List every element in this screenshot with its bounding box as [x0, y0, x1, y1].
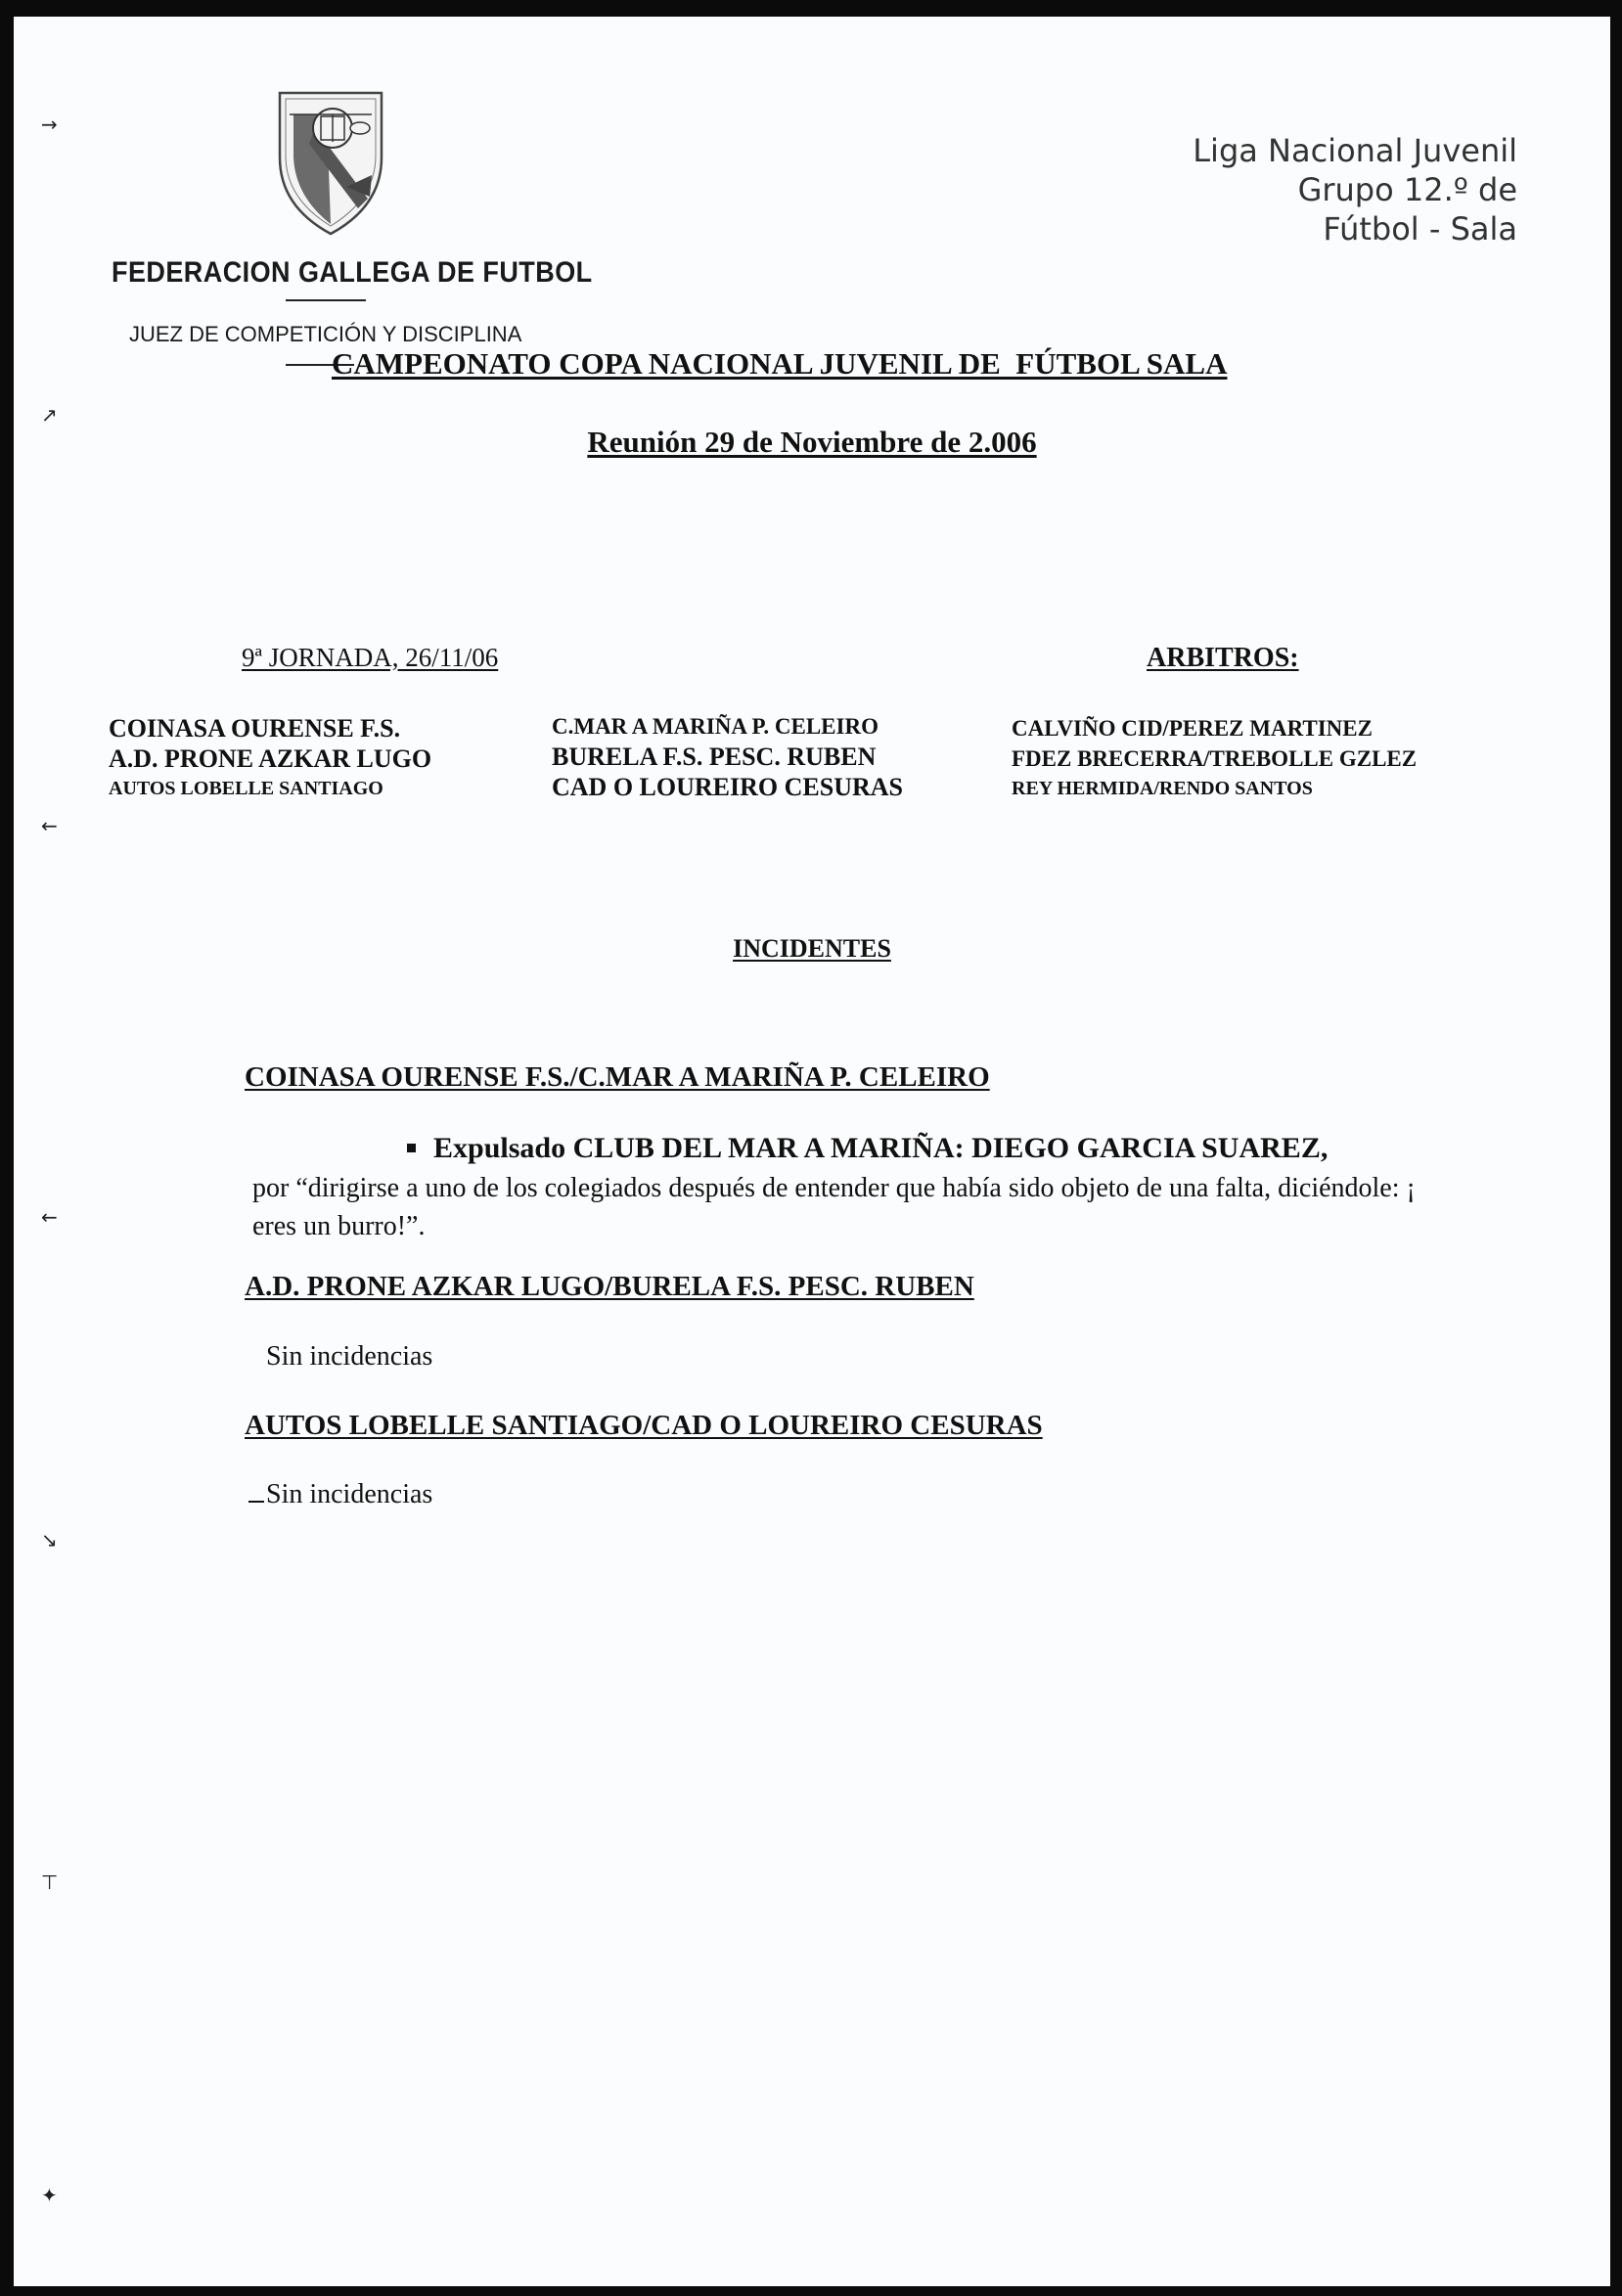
margin-mark: → — [41, 113, 58, 136]
expulsion-description: por “dirigirse a uno de los colegiados después de entender que había sido objeto de una falta, diciéndole: ¡ eres un burro!”. — [252, 1173, 1416, 1241]
referee-pair: CALVIÑO CID/PEREZ MARTINEZ — [1012, 716, 1373, 741]
home-team: AUTOS LOBELLE SANTIAGO — [109, 778, 383, 799]
federation-shield-icon — [276, 89, 385, 238]
referees-heading: ARBITROS: — [1147, 643, 1299, 673]
margin-mark: ↘ — [41, 1528, 58, 1552]
margin-mark: ← — [41, 814, 58, 837]
incident-match-heading: COINASA OURENSE F.S./C.MAR A MARIÑA P. CELEIRO — [245, 1061, 990, 1093]
document-title: CAMPEONATO COPA NACIONAL JUVENIL DE FÚTBOL SALA — [332, 346, 1228, 381]
margin-mark: ← — [41, 1205, 58, 1229]
document-page — [14, 17, 1610, 2286]
underscore-mark — [248, 1501, 264, 1503]
meeting-date: Reunión 29 de Noviembre de 2.006 — [587, 425, 1037, 459]
margin-mark: ✦ — [41, 2183, 58, 2207]
referee-pair: FDEZ BRECERRA/TREBOLLE GZLEZ — [1012, 746, 1418, 771]
referees-column — [1012, 713, 1417, 803]
incident-note: Sin incidencias — [266, 1479, 433, 1509]
incident-match-heading: A.D. PRONE AZKAR LUGO/BURELA F.S. PESC. RUBEN — [245, 1271, 974, 1302]
league-line: Liga Nacional Juvenil — [1193, 132, 1517, 169]
jornada-heading: 9ª JORNADA, 26/11/06 — [242, 643, 499, 672]
incident-note: Sin incidencias — [266, 1341, 433, 1372]
away-team: C.MAR A MARIÑA P. CELEIRO — [552, 714, 879, 739]
home-team: COINASA OURENSE F.S. — [109, 714, 401, 743]
incident-note-row — [248, 1479, 432, 1510]
federation-divider — [286, 299, 366, 301]
league-info — [1193, 131, 1517, 248]
home-team: A.D. PRONE AZKAR LUGO — [109, 744, 432, 773]
away-team: BURELA F.S. PESC. RUBEN — [552, 743, 877, 771]
expulsion-text: Expulsado CLUB DEL MAR A MARIÑA: DIEGO GARCIA SUAREZ, — [433, 1132, 1329, 1164]
margin-mark: ↗ — [41, 403, 58, 427]
league-line: Grupo 12.º de — [1297, 171, 1517, 208]
expulsion-entry — [407, 1132, 1328, 1165]
incident-match-heading: AUTOS LOBELLE SANTIAGO/CAD O LOUREIRO CESURAS — [245, 1410, 1043, 1441]
referee-pair: REY HERMIDA/RENDO SANTOS — [1012, 778, 1313, 799]
home-teams-column — [109, 713, 431, 803]
league-line: Fútbol - Sala — [1323, 210, 1517, 248]
incidents-heading: INCIDENTES — [733, 934, 891, 963]
department-name: JUEZ DE COMPETICIÓN Y DISCIPLINA — [129, 322, 522, 346]
bullet-icon — [407, 1144, 416, 1152]
federation-name: FEDERACION GALLEGA DE FUTBOL — [112, 256, 593, 289]
away-teams-column — [552, 711, 903, 802]
margin-mark: ⊤ — [41, 1870, 59, 1894]
away-team: CAD O LOUREIRO CESURAS — [552, 773, 903, 801]
